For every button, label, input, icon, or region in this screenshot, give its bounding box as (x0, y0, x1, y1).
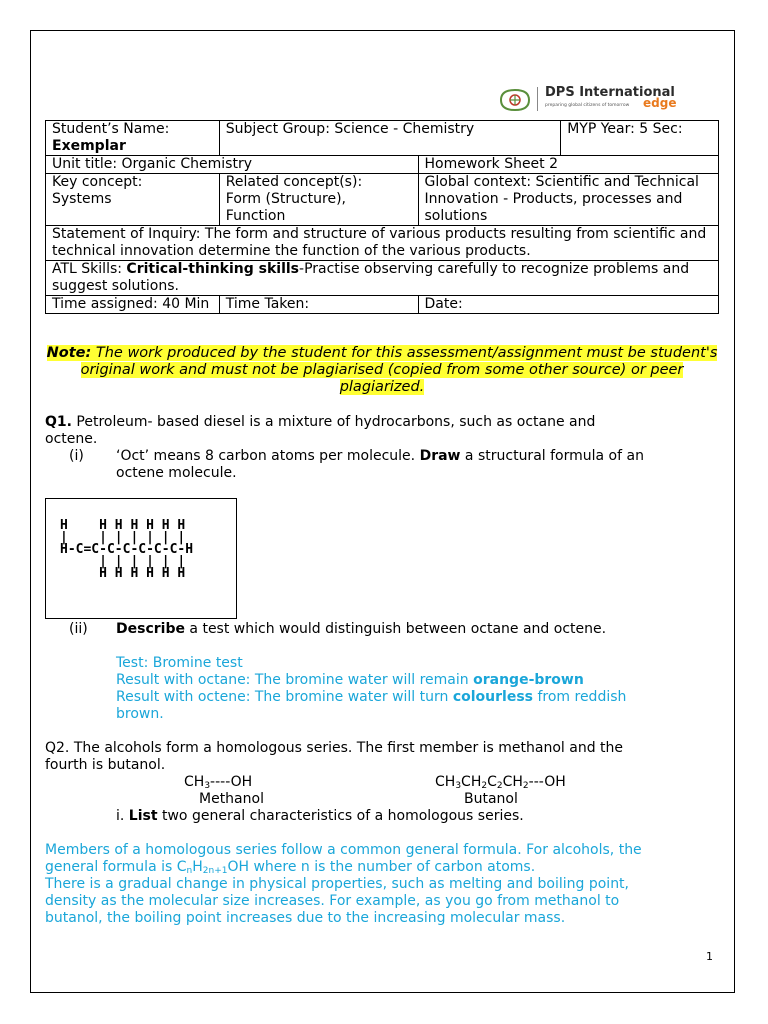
school-logo (497, 85, 687, 115)
unit-title-cell: Unit title: Organic Chemistry (46, 156, 419, 174)
answer-characteristic-1: Members of a homologous series follow a common general formula. For alcohols, the (45, 842, 642, 858)
q2-line1: Q2. The alcohols form a homologous series. The first member is methanol and the (45, 740, 624, 756)
answer-octene-line2: brown. (116, 706, 164, 722)
time-assigned-cell: Time assigned: 40 Min (46, 296, 220, 314)
table-row (46, 261, 719, 296)
answer-octene: Result with octene: The bromine water will turn colourless from reddish (116, 689, 627, 705)
q1-line2: octene. (45, 431, 98, 447)
logo-edge: edge (643, 96, 677, 110)
time-taken-cell: Time Taken: (219, 296, 418, 314)
note-label: Note: (46, 345, 92, 361)
answer-characteristic-2-line3: butanol, the boiling point increases due to the increasing molecular mass. (45, 910, 566, 926)
logo-tagline: preparing global citizens of tomorrow (545, 103, 630, 108)
global-context-cell: Global context: Scientific and Technical Innovation - Products, processes and solutions (418, 174, 718, 226)
q1-ii-text: Describe a test which would distinguish between octane and octene. (116, 621, 607, 637)
related-concept-cell: Related concept(s): Form (Structure), Function (219, 174, 418, 226)
student-name-cell: Student’s Name: Exemplar (46, 121, 220, 156)
methanol-name: Methanol (199, 791, 264, 807)
methanol-formula: $CH_3----OH$ (184, 774, 253, 791)
logo-divider (537, 87, 538, 111)
answer-general-formula: general formula is $C_nH_{2n+1}OH$ where n is the number of carbon atoms. (45, 859, 536, 876)
q1-ii-number: (ii) (69, 621, 88, 637)
myp-year-cell: MYP Year: 5 Sec: (561, 121, 719, 156)
table-row (46, 174, 719, 226)
answer-test: Test: Bromine test (116, 655, 243, 671)
page-number: 1 (706, 950, 713, 963)
school-emblem-icon (497, 87, 533, 113)
answer-octane: Result with octane: The bromine water will remain orange-brown (116, 672, 584, 688)
note-text: The work produced by the student for this assessment/assignment must be student's original work and must not be plagiarised (copied from some other source) or peer plagiarized. (80, 345, 718, 395)
date-cell: Date: (418, 296, 718, 314)
octene-structural-formula: H H H H H H H | | | | | | | H-C=C-C-C-C-C-C-H | | | | | | H H H H H H (60, 518, 194, 581)
table-row (46, 121, 719, 156)
q1-i-text-line2: octene molecule. (116, 465, 237, 481)
butanol-formula: $CH_3CH_2C_2CH_2---OH$ (435, 774, 566, 791)
logo-brand: DPS International (545, 85, 675, 100)
answer-characteristic-2: There is a gradual change in physical properties, such as melting and boiling point, (45, 876, 630, 892)
student-name: Exemplar (52, 138, 126, 154)
table-row (46, 296, 719, 314)
inquiry-cell: Statement of Inquiry: The form and structure of various products resulting from scientific and technical innovation determine the function of the various products. (46, 226, 719, 261)
homework-cell: Homework Sheet 2 (418, 156, 718, 174)
assignment-info-table (45, 120, 719, 314)
plagiarism-note (45, 345, 719, 396)
q2-i-text: i. List two general characteristics of a homologous series. (116, 808, 524, 824)
atl-skills-cell: ATL Skills: Critical-thinking skills-Practise observing carefully to recognize problems and suggest solutions. (46, 261, 719, 296)
butanol-name: Butanol (464, 791, 518, 807)
q1-i-number: (i) (69, 448, 84, 464)
q1-i-text: ‘Oct’ means 8 carbon atoms per molecule. Draw a structural formula of an (116, 448, 644, 464)
table-row (46, 226, 719, 261)
subject-group-cell: Subject Group: Science - Chemistry (219, 121, 560, 156)
table-row (46, 156, 719, 174)
key-concept-cell: Key concept: Systems (46, 174, 220, 226)
q1-line1: Q1. Petroleum- based diesel is a mixture of hydrocarbons, such as octane and (45, 414, 596, 430)
answer-characteristic-2-line2: density as the molecular size increases. For example, as you go from methanol to (45, 893, 620, 909)
q2-line2: fourth is butanol. (45, 757, 166, 773)
